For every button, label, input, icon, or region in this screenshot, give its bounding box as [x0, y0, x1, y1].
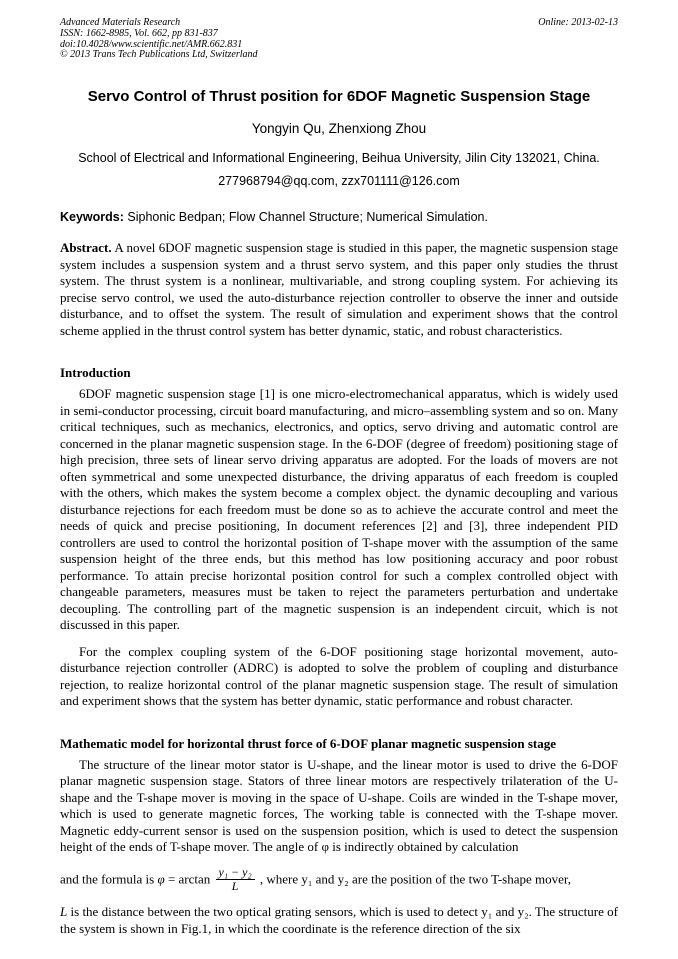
affiliation-line: School of Electrical and Informational Engineering, Beihua University, Jilin City 132021, China. — [78, 151, 600, 166]
paper-title: Servo Control of Thrust position for 6DOF Magnetic Suspension Stage — [87, 88, 591, 106]
formula-text-after: , where y₁ and y₂ are the position of the two T-shape mover, — [259, 870, 571, 886]
keywords-line — [60, 210, 618, 224]
journal-copyright-line: © 2013 Trans Tech Publications Ltd, Switzerland — [60, 49, 258, 61]
abstract-label: Abstract. — [60, 240, 112, 256]
journal-issn-line: ISSN: 1662-8985, Vol. 662, pp 831-837 — [60, 27, 218, 39]
formula-fraction — [216, 866, 255, 895]
keywords-label: Keywords: — [60, 210, 124, 225]
journal-header — [60, 18, 618, 61]
journal-name: Advanced Materials Research — [60, 17, 181, 28]
authors-line: Yongyin Qu, Zhenxiong Zhou — [251, 121, 427, 137]
keywords-text: Siphonic Bedpan; Flow Channel Structure; Numerical Simulation. — [123, 210, 488, 225]
fraction-denominator: L — [231, 879, 239, 894]
journal-info-block — [60, 18, 258, 61]
model-paragraph-2 — [60, 904, 618, 937]
formula-text-before: and the formula is — [60, 870, 155, 886]
abstract-text: A novel 6DOF magnetic suspension stage is studied in this paper, the magnetic suspension stage system includes a suspension system and a thrust servo system, and this paper only studies the thrust system. The thrust system is a nonlinear, multivariable, and strong coupling system. For achieving its precise servo control, we used the auto-disturbance rejection controller to observe the inner and outside disturbance, and to offset the system. The result of simulation and experiment shows that the control scheme applied in the thrust control system has better dynamic, static, and robust characteristics. — [60, 240, 618, 338]
journal-doi-line: doi:10.4028/www.scientific.net/AMR.662.831 — [60, 38, 243, 50]
model-paragraph-1: The structure of the linear motor stator is U-shape, and the linear motor is used to drive the 6-DOF planar magnetic suspension stage. Stators of three linear motors are respectively trilateration of the U-shape and the T-shape mover is moving in the space of U-shape. Coils are winded in the T-shape mover, which is used to generate magnetic forces, The working table is connected with the T-shape mover. Magnetic eddy-current sensor is used on the suspension position, which is used to detect the suspension height of the ends of T-shape mover. The angle of φ is indirectly obtained by calculation — [60, 756, 618, 855]
intro-paragraph-1: 6DOF magnetic suspension stage [1] is one micro-electromechanical apparatus, which is widely used in semi-conductor processing, circuit board manufacturing, and micro–assembling system and so on. Many critical techniques, such as mechanics, electronics, and optics, servo driving and automatic control are concerned in the planar magnetic suspension stage. In the 6-DOF (degree of freedom) positioning stage of high precision, three sets of linear servo driving apparatus are adopted. For the loads of movers are not often symmetrical and some unexpected disturbance, the driving apparatus of each freedom is coupled with the others, which makes the system become a complex object. the dynamic decoupling and various disturbance rejections for each freedom must be done so as to achieve the accurate control and meet the needs of quick and precise positioning, In document references [2] and [3], three independent PID controllers are used to control the horizontal position of T-shape mover with the assumption of the same suspension height of the three ends, but this method has low positioning accuracy and poor robust performance. To attain precise horizontal position control for such a complex controlled object with changeable parameters, measures must be taken to reject the parameters perturbation and undertake decoupling. The controlling part of the magnetic suspension is an independent circuit, which is not discussed in this paper. — [60, 386, 618, 633]
author-emails: 277968794@qq.com, zzx701111@126.com — [218, 174, 460, 189]
section-heading-model: Mathematic model for horizontal thrust force of 6-DOF planar magnetic suspension stage — [60, 735, 556, 751]
model-paragraph-2-lead-var: L — [60, 904, 68, 920]
formula-operator: = arctan — [167, 870, 211, 886]
section-heading-introduction: Introduction — [60, 365, 131, 381]
abstract-paragraph — [60, 240, 618, 339]
intro-paragraph-2: For the complex coupling system of the 6-DOF positioning stage horizontal movement, auto-disturbance rejection controller (ADRC) is adopted to solve the problem of coupling and disturbance rejection, to realize horizontal control of the planar magnetic suspension stage. The result of simulation and experiment shows that the system has better dynamic, static performance and robust character. — [60, 643, 618, 709]
fraction-numerator: y₁ − y₂ — [216, 866, 255, 881]
formula-phi-symbol: φ — [157, 870, 165, 886]
formula-line — [60, 866, 618, 895]
model-paragraph-2-text: is the distance between the two optical grating sensors, which is used to detect y₁ and y₂. The structure of the system is shown in Fig.1, in which the coordinate is the reference direction of the six — [60, 904, 618, 936]
online-date: Online: 2013-02-13 — [538, 17, 618, 28]
